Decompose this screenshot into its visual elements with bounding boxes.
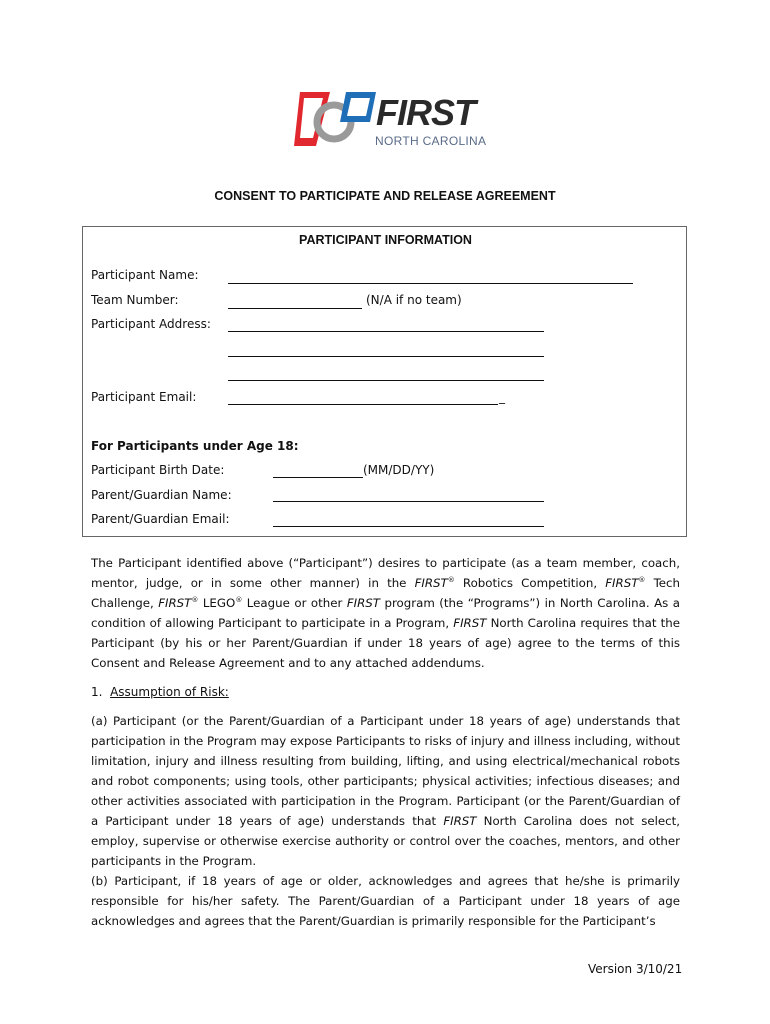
participant-name-label: Participant Name: <box>91 268 199 282</box>
participant-email-field[interactable] <box>228 404 498 405</box>
guardian-name-label: Parent/Guardian Name: <box>91 488 232 502</box>
section-1b-paragraph: (b) Participant, if 18 years of age or older, acknowledges and agrees that he/she is primarily responsible for his/her safety. The Parent/Guardian of a Participant under 18 years of age acknowledges and agrees that the Parent/Guardian is primarily responsible for the Participant’s <box>91 874 680 928</box>
birth-date-field[interactable] <box>273 477 363 478</box>
logo-wordmark: FIRST <box>376 92 475 133</box>
birth-date-label: Participant Birth Date: <box>91 463 225 477</box>
participant-address-label: Participant Address: <box>91 317 211 331</box>
minors-heading: For Participants under Age 18: <box>91 439 299 453</box>
section-1-heading: 1. Assumption of Risk: <box>91 685 229 699</box>
participant-address-field-2[interactable] <box>228 356 544 357</box>
document-title: CONSENT TO PARTICIPATE AND RELEASE AGREEMENT <box>214 189 556 203</box>
participant-email-trail: _ <box>499 390 505 404</box>
team-number-note: (N/A if no team) <box>366 293 462 307</box>
participant-name-field[interactable] <box>228 283 633 284</box>
guardian-email-label: Parent/Guardian Email: <box>91 512 230 526</box>
guardian-name-field[interactable] <box>273 501 544 502</box>
birth-date-note: (MM/DD/YY) <box>363 463 435 477</box>
participant-address-field-1[interactable] <box>228 331 544 332</box>
intro-paragraph: The Participant identified above (“Participant”) desires to participate (as a team member, coach, mentor, judge, or in some other manner) in the FIRST® Robotics Competition, FIRST® Tech Challenge, FIRST® LEGO® League or other FIRST program (the “Programs”) in North Carolina. As a condition of allowing Participant to participate in a Program, FIRST North Carolina requires that the Participant (by his or her Parent/Guardian if under 18 years of age) agree to the terms of this Consent and Release Agreement and to any attached addendums. <box>91 556 680 670</box>
participant-address-field-3[interactable] <box>228 380 544 381</box>
team-number-field[interactable] <box>228 308 362 309</box>
participant-email-label: Participant Email: <box>91 390 197 404</box>
logo-subtitle: NORTH CAROLINA <box>375 134 487 148</box>
participant-info-heading: PARTICIPANT INFORMATION <box>299 233 472 247</box>
guardian-email-field[interactable] <box>273 526 544 527</box>
section-1a-paragraph: (a) Participant (or the Parent/Guardian of a Participant under 18 years of age) understands that participation in the Program may expose Participants to risks of injury and illness including, without limitation, injury and illness resulting from building, lifting, and using electrical/mechanical robots and robot components; using tools, other participants; physical activities; infectious diseases; and other activities associated with participation in the Program. Participant (or the Parent/Guardian of a Participant under 18 years of age) understands that FIRST North Carolina does not select, employ, supervise or otherwise exercise authority or control over the coaches, mentors, and other participants in the Program. <box>91 714 680 868</box>
version-label: Version 3/10/21 <box>588 962 683 976</box>
team-number-label: Team Number: <box>91 293 179 307</box>
